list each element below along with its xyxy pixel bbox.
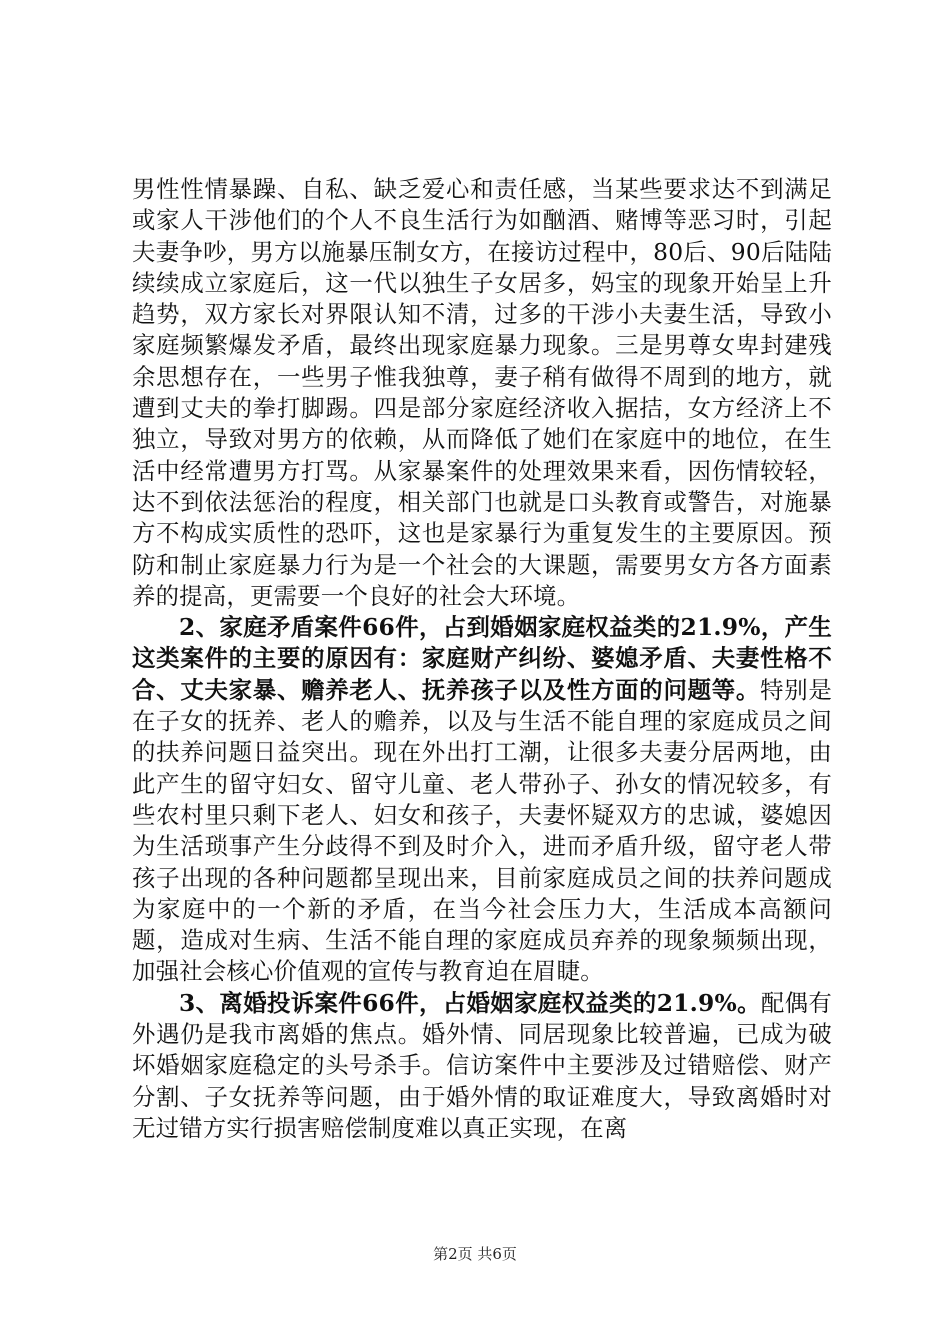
page-footer	[0, 1244, 950, 1264]
paragraph-2-text: 特别是在子女的抚养、老人的赡养，以及与生活不能自理的家庭成员之间的扶养问题日益突出。现在外出打工潮，让很多夫妻分居两地，由此产生的留守妇女、留守儿童、老人带孙子、孙女的情况较多，有些农村里只剩下老人、妇女和孩子，夫妻怀疑双方的忠诚，婆媳因为生活琐事产生分歧得不到及时介入，进而矛盾升级，留守老人带孩子出现的各种问题都呈现出来，目前家庭成员之间的扶养问题成为家庭中的一个新的矛盾，在当今社会压力大，生活成本高额问题，造成对生病、生活不能自理的家庭成员弃养的现象频频出现，加强社会核心价值观的宣传与教育迫在眉睫。	[132, 675, 832, 986]
paragraph-3-text: 配偶有外遇仍是我市离婚的焦点。婚外情、同居现象比较普遍，已成为破坏婚姻家庭稳定的头号杀手。信访案件中主要涉及过错赔偿、财产分割、子女抚养等问题，由于婚外情的取证难度大，导致离婚时对无过错方实行损害赔偿制度难以真正实现，在离	[132, 988, 832, 1142]
paragraph-1-text: 男性性情暴躁、自私、缺乏爱心和责任感，当某些要求达不到满足或家人干涉他们的个人不良生活行为如酗酒、赌博等恶习时，引起夫妻争吵，男方以施暴压制女方，在接访过程中，80后、90后陆陆续续成立家庭后，这一代以独生子女居多，妈宝的现象开始呈上升趋势，双方家长对界限认知不清，过多的干涉小夫妻生活，导致小家庭频繁爆发矛盾，最终出现家庭暴力现象。三是男尊女卑封建残余思想存在，一些男子惟我独尊，妻子稍有做得不周到的地方，就遭到丈夫的拳打脚踢。四是部分家庭经济收入据拮，女方经济上不独立，导致对男方的依赖，从而降低了她们在家庭中的地位，在生活中经常遭男方打骂。从家暴案件的处理效果来看，因伤情较轻，达不到依法惩治的程度，相关部门也就是口头教育或警告，对施暴方不构成实质性的恐吓，这也是家暴行为重复发生的主要原因。预防和制止家庭暴力行为是一个社会的大课题，需要男女方各方面素养的提高，更需要一个良好的社会大环境。	[132, 175, 832, 610]
paragraph-1	[132, 174, 832, 612]
paragraph-2-lead: 2、家庭矛盾案件66件，占到婚姻家庭权益类的21.9%，产生这类案件的主要的原因有：家庭财产纠纷、婆媳矛盾、夫妻性格不合、丈夫家暴、赡养老人、抚养孩子以及性方面的问题等。	[132, 613, 832, 704]
paragraph-3	[132, 988, 832, 1144]
document-body	[132, 174, 832, 1144]
paragraph-2	[132, 612, 832, 988]
paragraph-3-lead: 3、离婚投诉案件66件，占婚姻家庭权益类的21.9%。	[179, 988, 761, 1017]
page-number-label: 第2页 共6页	[433, 1245, 517, 1263]
